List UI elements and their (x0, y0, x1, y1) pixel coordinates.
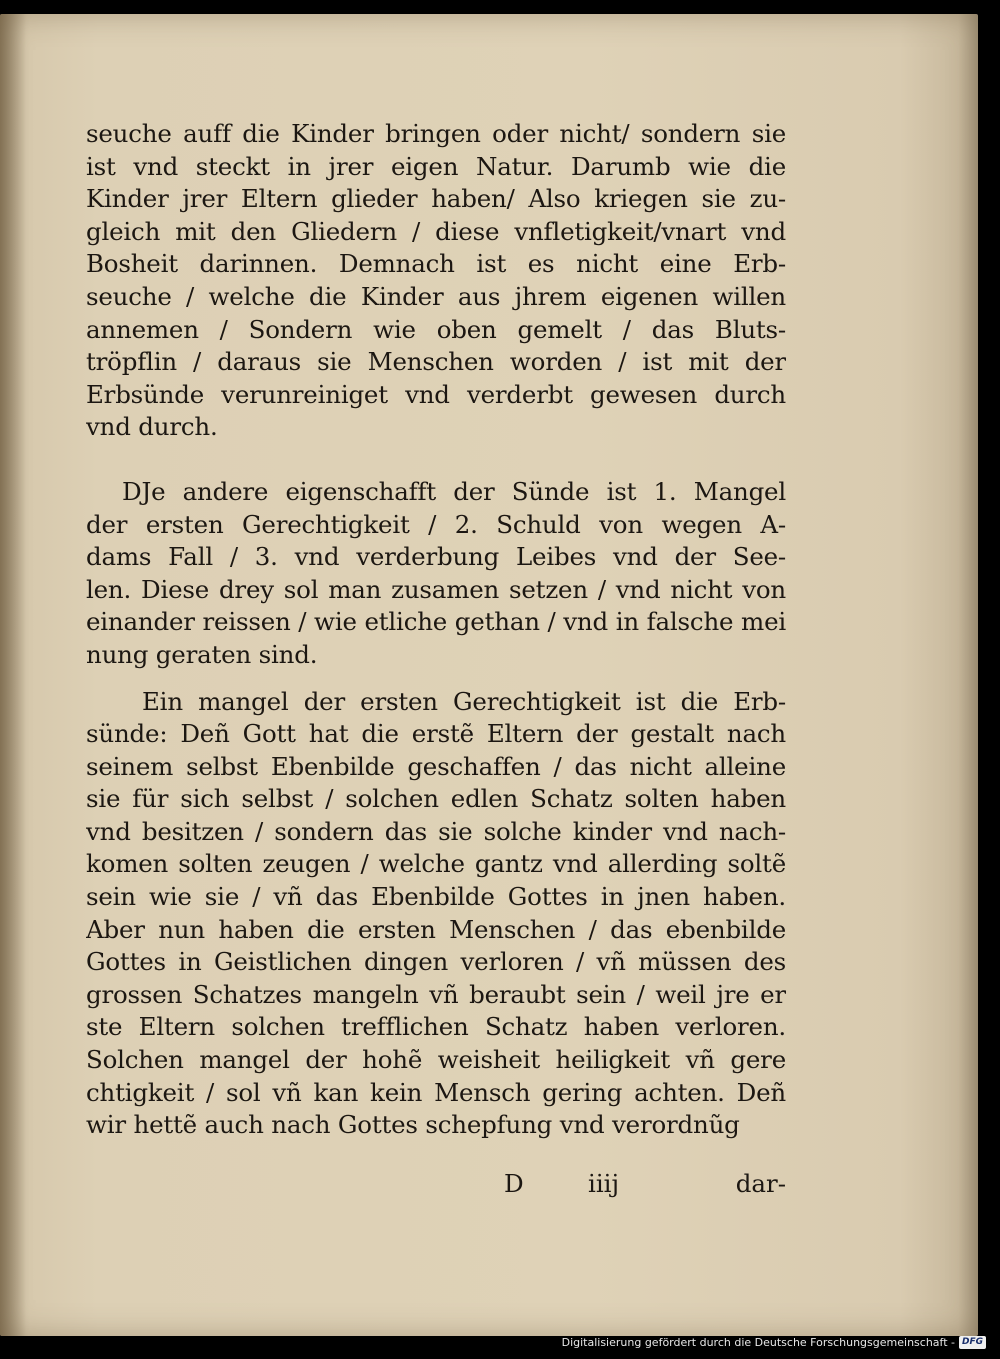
text-line: Erbsünde verunreiniget vnd verderbt gewesen durch (86, 379, 786, 409)
text-line: Gottes in Geistlichen dingen verloren / vñ müssen des (86, 947, 786, 977)
text-line: nung geraten sind. (86, 639, 318, 669)
text-line: komen solten zeugen / welche gantz vnd allerding soltẽ (86, 849, 786, 879)
text-line: dams Fall / 3. vnd verderbung Leibes vnd der See- (86, 542, 786, 572)
text-line: vnd durch. (86, 412, 218, 442)
text-line: einander reissen / wie etliche gethan / vnd in falsche mei (86, 607, 786, 637)
digitization-credit (562, 1336, 986, 1349)
text-line: len. Diese drey sol man zusamen setzen / vnd nicht von (86, 574, 786, 604)
text-line: seuche / welche die Kinder aus jhrem eigenen willen (86, 281, 786, 311)
paragraph-1 (86, 118, 786, 444)
paragraph-gap (86, 444, 786, 476)
text-line: Solchen mangel der hohẽ weisheit heiligkeit vñ gere (86, 1045, 786, 1075)
signature-line (86, 1169, 786, 1203)
text-line: ist vnd steckt in jrer eigen Natur. Darumb wie die (86, 151, 786, 181)
page-text (86, 118, 786, 1142)
credit-text: Digitalisierung gefördert durch die Deutsche Forschungsgemeinschaft - (561, 1336, 955, 1349)
text-line: vnd besitzen / sondern das sie solche kinder vnd nach- (86, 816, 786, 846)
text-line: gleich mit den Gliedern / diese vnfletigkeit/vnart vnd (86, 216, 786, 246)
signature-number: iiij (588, 1169, 620, 1198)
text-line: DJe andere eigenschafft der Sünde ist 1. Mangel (122, 476, 786, 506)
book-page (0, 14, 978, 1336)
text-line: Ein mangel der ersten Gerechtigkeit ist die Erb- (142, 686, 786, 716)
text-line: seuche auff die Kinder bringen oder nicht/ sondern sie (86, 119, 786, 148)
text-line: seinem selbst Ebenbilde geschaffen / das nicht alleine (86, 751, 786, 781)
paragraph-gap (86, 672, 786, 686)
dfg-logo: DFG (959, 1336, 986, 1349)
text-line: sünde: Deñ Gott hat die erstẽ Eltern der gestalt nach (86, 719, 786, 749)
text-line: tröpflin / daraus sie Menschen worden / ist mit der (86, 347, 786, 377)
text-line: chtigkeit / sol vñ kan kein Mensch gering achten. Deñ (86, 1077, 786, 1107)
text-line: wir hettẽ auch nach Gottes schepfung vnd verordnũg (86, 1110, 740, 1140)
signature-mark: D (504, 1169, 524, 1198)
text-line: grossen Schatzes mangeln vñ beraubt sein / weil jre er (86, 979, 786, 1009)
text-line: annemen / Sondern wie oben gemelt / das Bluts- (86, 314, 786, 344)
catchword: dar- (735, 1169, 786, 1198)
text-line: Aber nun haben die ersten Menschen / das ebenbilde (86, 914, 786, 944)
text-line: Bosheit darinnen. Demnach ist es nicht eine Erb- (86, 249, 786, 279)
text-line: der ersten Gerechtigkeit / 2. Schuld von wegen A- (86, 509, 786, 539)
text-line: sie für sich selbst / solchen edlen Schatz solten haben (86, 784, 786, 814)
text-line: ste Eltern solchen trefflichen Schatz haben verloren. (86, 1012, 786, 1042)
paragraph-2 (86, 476, 786, 672)
text-line: Kinder jrer Eltern glieder haben/ Also kriegen sie zu- (86, 184, 786, 214)
paragraph-3 (86, 686, 786, 1142)
text-line: sein wie sie / vñ das Ebenbilde Gottes in jnen haben. (86, 882, 786, 912)
